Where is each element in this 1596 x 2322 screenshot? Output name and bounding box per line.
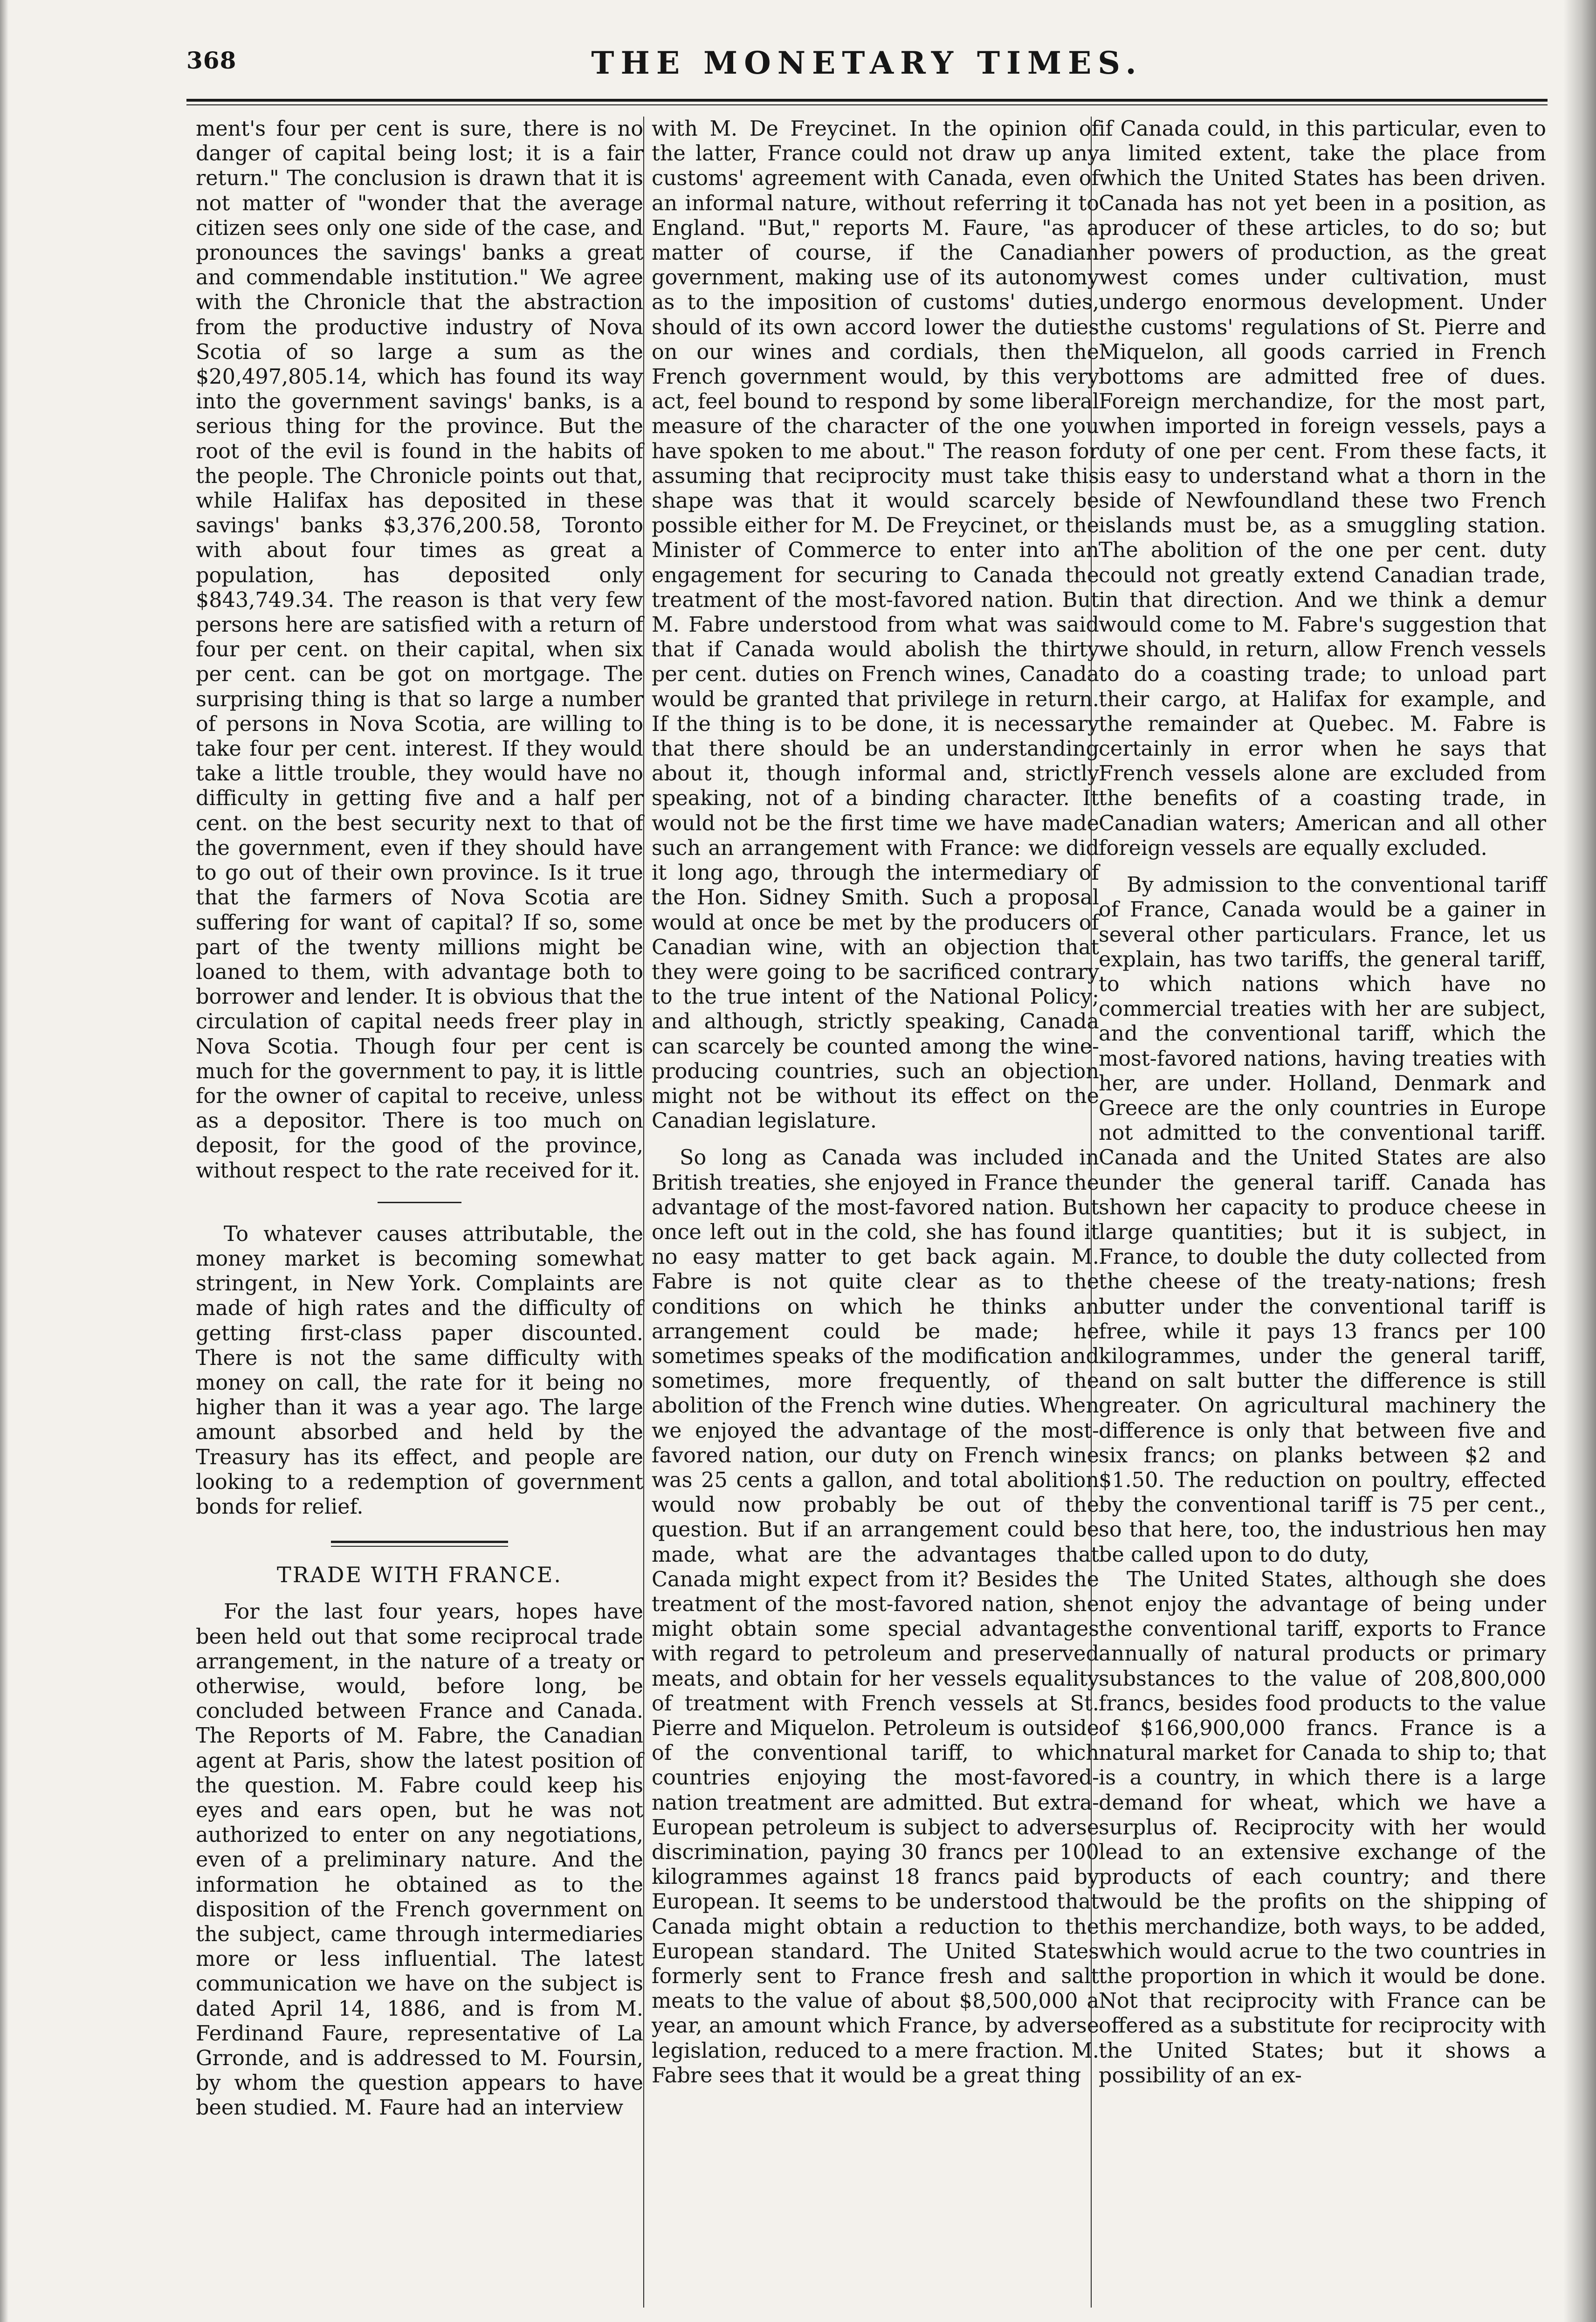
paragraph: ment's four per cent is sure, there is no danger of capital being lost; it is a fair return." The conclusion is drawn that it is not matter of "wonder that the average citizen sees only one side of the case, and pronounces the savings' banks a great and commendable institution." We agree with the Chronicle that the abstraction from the productive industry of Nova Scotia of so large a sum as the $20,497,805.14, which has found its way into the government savings' banks, is a serious thing for the province. But the root of the evil is found in the habits of the people. The Chronicle points out that, while Halifax has deposited in these savings' banks $3,376,200.58, Toronto with about four times as great a population, has deposited only $843,749.34. The reason is that very few persons here are satisfied with a return of four per cent. on their capital, when six per cent. can be got on mortgage. The surprising thing is that so large a number of persons in Nova Scotia, are willing to take four per cent. interest. If they would take a little trouble, they would have no difficulty in getting five and a half per cent. on the best security next to that of the government, even if they should have to go out of their own province. Is it true that the farmers of Nova Scotia are suffering for want of capital? If so, some part of the twenty millions might be loaned to them, with advantage both to borrower and lender. It is obvious that the circulation of capital needs freer play in Nova Scotia. Though four per cent is much for the government to pay, it is little for the owner of capital to receive, unless as a depositor. There is too much on deposit, for the good of the province, without respect to the rate received for it. xyxy=(196,117,643,1183)
section-divider-double xyxy=(331,1541,508,1547)
scan-left-edge xyxy=(0,0,8,2322)
article-column-3 xyxy=(1099,117,1546,2088)
paragraph: if Canada could, in this particular, even to a limited extent, take the place from which the United States has been driven. Canada has not yet been in a position, as producer of these articles, to do so; but her powers of production, as the great west comes under cultivation, must undergo enormous development. Under the customs' regulations of St. Pierre and Miquelon, all goods carried in French bottoms are admitted free of dues. Foreign merchandize, for the most part, when imported in foreign vessels, pays a duty of one per cent. From these facts, it is easy to understand what a thorn in the side of Newfoundland these two French islands must be, as a smuggling station. The abolition of the one per cent. duty could not greatly extend Canadian trade, in that direction. And we think a demur would come to M. Fabre's suggestion that we should, in return, allow French vessels to do a coasting trade; to unload part their cargo, at Halifax for example, and the remainder at Quebec. M. Fabre is certainly in error when he says that French vessels alone are excluded from the benefits of a coasting trade, in Canadian waters; American and all other foreign vessels are equally excluded. xyxy=(1099,117,1546,860)
column-divider xyxy=(643,117,644,2308)
article-column-1 xyxy=(196,117,643,2121)
masthead-title: THE MONETARY TIMES. xyxy=(591,45,1143,81)
paragraph: To whatever causes attributable, the money market is becoming somewhat stringent, in New York. Complaints are made of high rates and the difficulty of getting first-class paper discounted. There is not the same difficulty with money on call, the rate for it being no higher than it was a year ago. The large amount absorbed and held by the Treasury has its effect, and people are looking to a redemption of government bonds for relief. xyxy=(196,1222,643,1519)
article-column-2 xyxy=(652,117,1099,2088)
section-heading: TRADE WITH FRANCE. xyxy=(277,1562,562,1588)
paragraph: By admission to the conventional tariff of France, Canada would be a gainer in several other particulars. France, let us explain, has two tariffs, the general tariff, to which nations which have no commercial treaties with her are subject, and the conventional tariff, which the most-favored nations, having treaties with her, are under. Holland, Denmark and Greece are the only countries in Europe not admitted to the conventional tariff. Canada and the United States are also under the general tariff. Canada has shown her capacity to produce cheese in large quantities; but it is subject, in France, to double the duty collected from the cheese of the treaty-nations; fresh butter under the conventional tariff is free, while it pays 13 francs per 100 kilogrammes, under the general tariff, and on salt butter the difference is still greater. On agricultural machinery the difference is only that between five and six francs; on planks between $2 and $1.50. The reduction on poultry, effected by the conventional tariff is 75 per cent., so that here, too, the industrious hen may be called upon to do duty, xyxy=(1099,873,1546,1567)
scan-binding-edge xyxy=(1563,0,1596,2322)
paragraph: with M. De Freycinet. In the opinion of the latter, France could not draw up any customs' agreement with Canada, even of an informal nature, without referring it to England. "But," reports M. Faure, "as a matter of course, if the Canadian government, making use of its autonomy as to the imposition of customs' duties, should of its own accord lower the duties on our wines and cordials, then the French government would, by this very act, feel bound to respond by some liberal measure of the character of the one you have spoken to me about." The reason for assuming that reciprocity must take this shape was that it would scarcely be possible either for M. De Freycinet, or the Minister of Commerce to enter into an engagement for securing to Canada the treatment of the most-favored nation. But M. Fabre understood from what was said that if Canada would abolish the thirty per cent. duties on French wines, Canada would be granted that privilege in return. If the thing is to be done, it is necessary that there should be an understanding about it, though informal and, strictly speaking, not of a binding character. It would not be the first time we have made such an arrangement with France: we did it long ago, through the intermediary of the Hon. Sidney Smith. Such a proposal would at once be met by the producers of Canadian wine, with an objection that they were going to be sacrificed contrary to the true intent of the National Policy; and although, strictly speaking, Canada can scarcely be counted among the wine-producing countries, such an objection might not be without its effect on the Canadian legislature. xyxy=(652,117,1099,1133)
paragraph: For the last four years, hopes have been held out that some reciprocal trade arrangement, in the nature of a treaty or otherwise, would, before long, be concluded between France and Canada. The Reports of M. Fabre, the Canadian agent at Paris, show the latest position of the question. M. Fabre could keep his eyes and ears open, but he was not authorized to enter on any negotiations, even of a preliminary nature. And the information he obtained as to the disposition of the French government on the subject, came through intermediaries more or less influential. The latest communication we have on the subject is dated April 14, 1886, and is from M. Ferdinand Faure, representative of La Grronde, and is addressed to M. Foursin, by whom the question appears to have been studied. M. Faure had an interview xyxy=(196,1600,643,2120)
page-header xyxy=(186,38,1548,94)
section-divider xyxy=(378,1202,461,1203)
header-rule-thick xyxy=(186,99,1548,102)
paragraph: The United States, although she does not enjoy the advantage of being under the conventional tariff, exports to France annually of natural products or primary substances to the value of 208,800,000 francs, besides food products to the value of $166,900,000 francs. France is a natural market for Canada to ship to; that is a country, in which there is a large demand for wheat, which we have a surplus of. Reciprocity with her would lead to an extensive exchange of the products of each country; and there would be the profits on the shipping of this merchandize, both ways, to be added, which would acrue to the two countries in the proportion in which it would be done. Not that reciprocity with France can be offered as a substitute for reciprocity with the United States; but it shows a possibility of an ex- xyxy=(1099,1567,1546,2088)
page-number: 368 xyxy=(186,47,237,74)
paragraph: So long as Canada was included in British treaties, she enjoyed in France the advantage of the most-favored nation. But once left out in the cold, she has found it no easy matter to get back again. M. Fabre is not quite clear as to the conditions on which he thinks an arrangement could be made; he sometimes speaks of the modification and sometimes, more frequently, of the abolition of the French wine duties. When we enjoyed the advantage of the most-favored nation, our duty on French wine was 25 cents a gallon, and total abolition would now probably be out of the question. But if an arrangement could be made, what are the advantages that Canada might expect from it? Besides the treatment of the most-favored nation, she might obtain some special advantages with regard to petroleum and preserved meats, and obtain for her vessels equality of treatment with French vessels at St. Pierre and Miquelon. Petroleum is outside of the conventional tariff, to which countries enjoying the most-favored-nation treatment are admitted. But extra-European petroleum is subject to adverse discrimination, paying 30 francs per 100 kilogrammes against 18 francs paid by European. It seems to be understood that Canada might obtain a reduction to the European standard. The United States formerly sent to France fresh and salt meats to the value of about $8,500,000 a year, an amount which France, by adverse legislation, reduced to a mere fraction. M. Fabre sees that it would be a great thing xyxy=(652,1146,1099,2088)
header-rule-thin xyxy=(186,104,1548,105)
